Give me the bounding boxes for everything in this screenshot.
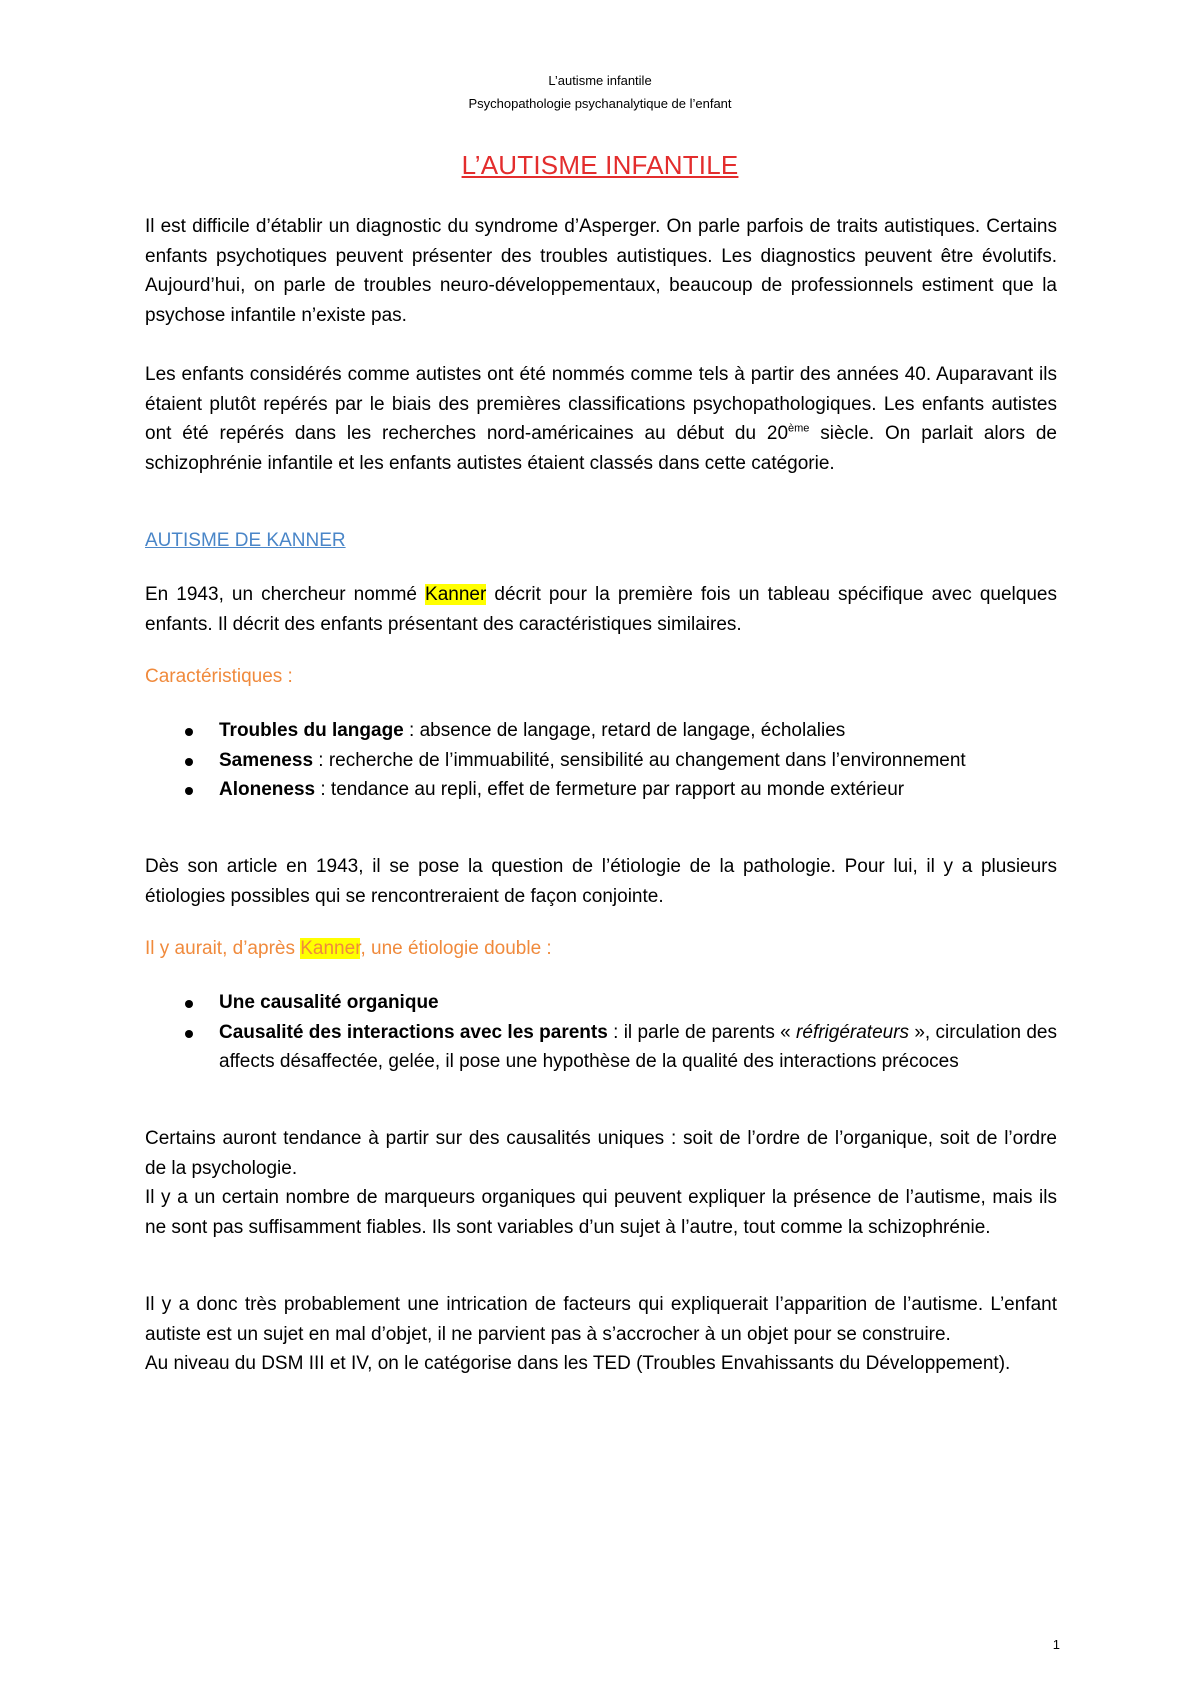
paragraph-kanner-text-2: décrit pour la première fois un tableau spécifique avec quelques enfants. Il décrit des enfants présentant des caractéristiques similaires. bbox=[145, 584, 1057, 635]
list-item-term: Troubles du langage bbox=[219, 720, 404, 741]
paragraph-history bbox=[145, 360, 1057, 478]
paragraph-intrication-line-1: Il y a donc très probablement une intrication de facteurs qui expliquerait l’apparition de l’autisme. L’enfant autiste est un sujet en mal d’objet, il ne parvient pas à s’accrocher à un objet pour se construire. bbox=[145, 1294, 1057, 1345]
caracteristiques-list bbox=[145, 716, 1057, 805]
list-item-text: : tendance au repli, effet de fermeture par rapport au monde extérieur bbox=[315, 779, 905, 801]
header-line-1: L’autisme infantile bbox=[548, 73, 652, 88]
list-item-term: Aloneness bbox=[219, 779, 316, 801]
list-item-italic: réfrigérateurs bbox=[796, 1021, 910, 1043]
page-number: 1 bbox=[1052, 1637, 1060, 1652]
list-item bbox=[145, 716, 1057, 746]
paragraph-causalites-line-2: Il y a un certain nombre de marqueurs organiques qui peuvent expliquer la présence de l’autisme, mais ils ne sont pas suffisamment fiables. Ils sont variables d’un sujet à l’autre, tout comme la schizophrénie. bbox=[145, 1187, 1057, 1238]
list-item-term: Une causalité organique bbox=[219, 992, 439, 1013]
list-item-text: : absence de langage, retard de langage, écholalies bbox=[403, 720, 846, 741]
list-item-text: : il parle de parents « bbox=[607, 1021, 797, 1043]
list-item bbox=[145, 775, 1057, 805]
paragraph-causalites-line-1: Certains auront tendance à partir sur des causalités uniques : soit de l’ordre de l’organique, soit de l’ordre de la psychologie. bbox=[145, 1128, 1057, 1179]
highlight-kanner-2: Kanner bbox=[300, 938, 361, 959]
paragraph-kanner bbox=[145, 580, 1057, 639]
paragraph-intrication bbox=[145, 1290, 1057, 1379]
etiologie-heading-text-2: , une étiologie double : bbox=[360, 938, 552, 959]
paragraph-intrication-line-2: Au niveau du DSM III et IV, on le catégorise dans les TED (Troubles Envahissants du Développement). bbox=[145, 1353, 1011, 1375]
list-item bbox=[145, 1018, 1057, 1077]
paragraph-intro: Il est difficile d’établir un diagnostic du syndrome d’Asperger. On parle parfois de traits autistiques. Certains enfants psychotiques peuvent présenter des troubles autistiques. Les diagnostics peuvent être évolutifs. Aujourd’hui, on parle de troubles neuro-développementaux, beaucoup de professionnels estiment que la psychose infantile n’existe pas. bbox=[145, 216, 1057, 326]
paragraph-causalites bbox=[145, 1124, 1057, 1242]
section-heading-kanner-text: AUTISME DE KANNER bbox=[145, 530, 346, 551]
document-title: L’AUTISME INFANTILE bbox=[461, 150, 739, 180]
paragraph-history-text-1: Les enfants considérés comme autistes ont été nommés comme tels à partir des années 40. Auparavant ils étaient plutôt repérés par le biais des premières classifications psychopathologiques. Les enfants autistes ont été repérés dans les recherches nord-américaines au début du 20 bbox=[145, 364, 1057, 445]
paragraph-etiologie: Dès son article en 1943, il se pose la question de l’étiologie de la pathologie. Pour lui, il y a plusieurs étiologies possibles qui se rencontreraient de façon conjointe. bbox=[145, 856, 1057, 907]
highlight-kanner: Kanner bbox=[425, 584, 487, 605]
etiologie-heading-text-1: Il y aurait, d’après bbox=[145, 938, 301, 959]
list-item-text: : recherche de l’immuabilité, sensibilité au changement dans l’environnement bbox=[313, 749, 966, 771]
header-line-2: Psychopathologie psychanalytique de l’enfant bbox=[468, 96, 732, 111]
paragraph-kanner-text-1: En 1943, un chercheur nommé bbox=[145, 584, 426, 605]
section-heading-kanner bbox=[145, 526, 1057, 556]
etiologie-heading bbox=[145, 934, 1057, 964]
etiologie-list bbox=[145, 988, 1057, 1077]
caracteristiques-heading: Caractéristiques : bbox=[145, 666, 293, 687]
paragraph-history-text-2: siècle. On parlait alors de schizophrénie infantile et les enfants autistes étaient classés dans cette catégorie. bbox=[145, 423, 1057, 474]
list-item bbox=[145, 988, 1057, 1018]
superscript-eme: ème bbox=[788, 422, 810, 435]
list-item-term: Sameness bbox=[219, 749, 314, 771]
list-item-term: Causalité des interactions avec les parents bbox=[219, 1021, 608, 1043]
list-item bbox=[145, 746, 1057, 776]
list-item-text: », circulation des affects désaffectée, gelée, il pose une hypothèse de la qualité des interactions précoces bbox=[219, 1021, 1058, 1073]
